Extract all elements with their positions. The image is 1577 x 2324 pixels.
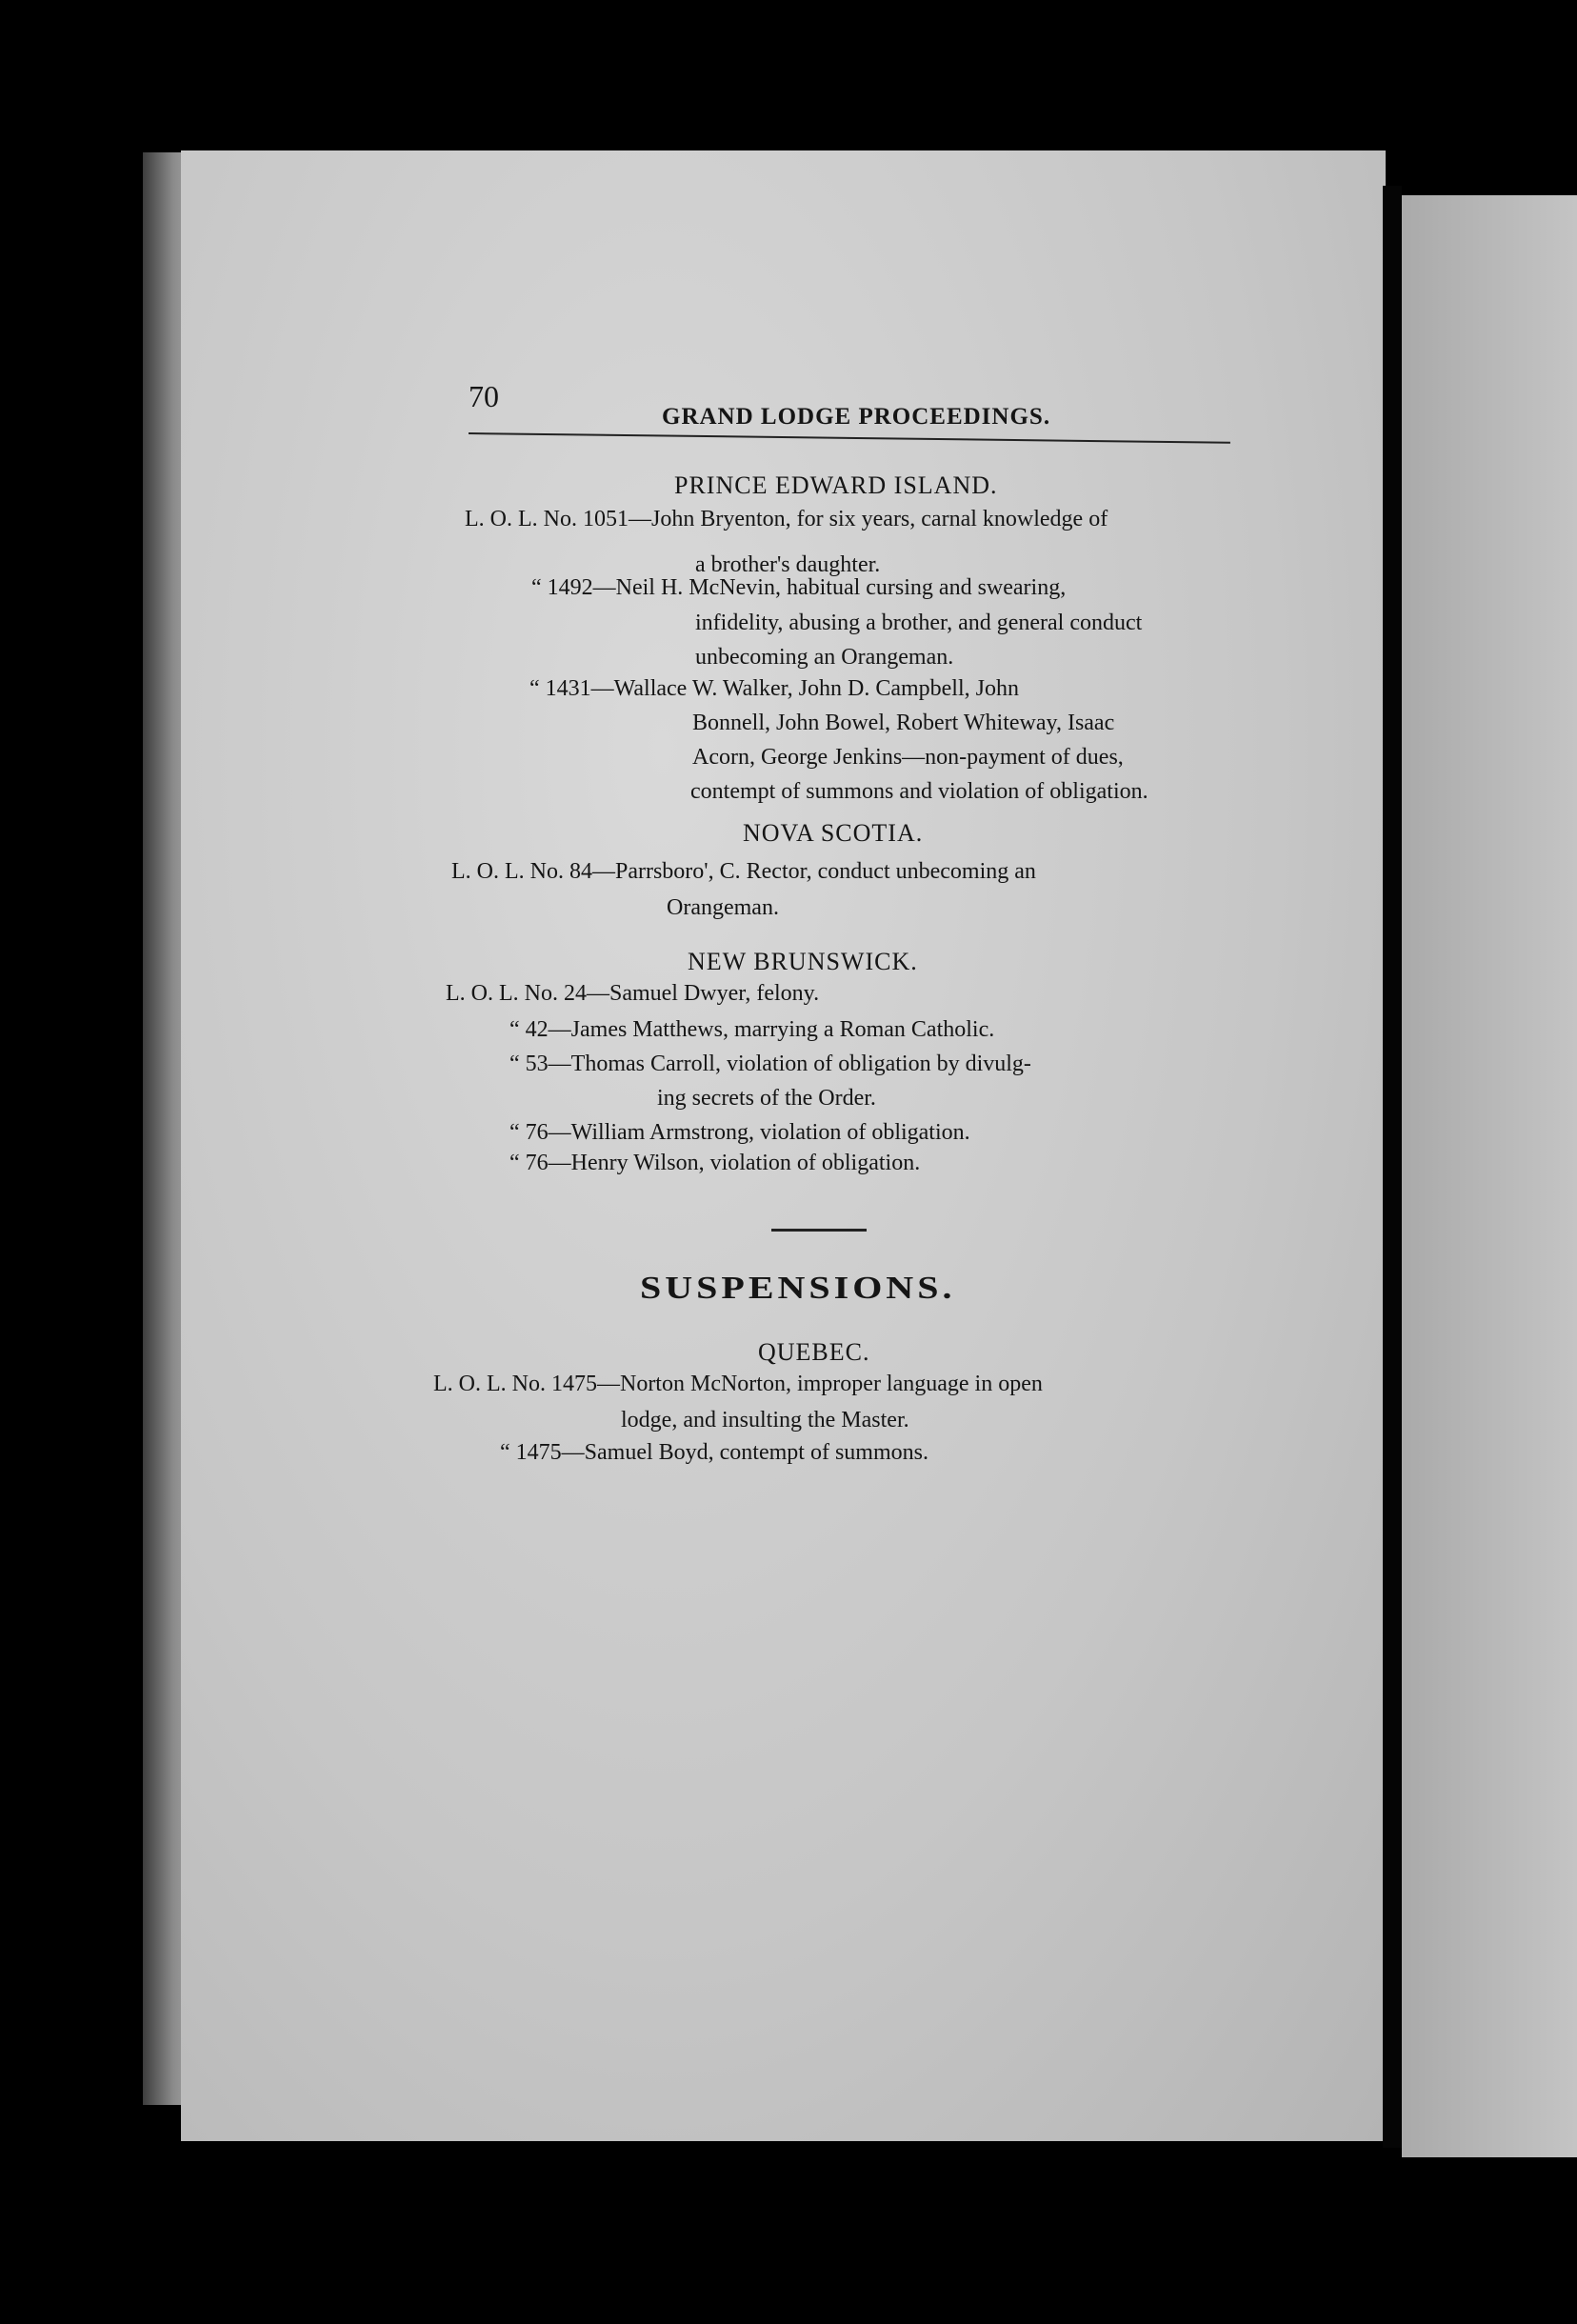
entry-line: contempt of summons and violation of obligation.	[690, 779, 1148, 804]
section-heading-pei: PRINCE EDWARD ISLAND.	[674, 471, 998, 499]
section-heading-nb: NEW BRUNSWICK.	[688, 948, 918, 975]
entry-line: L. O. L. No. 1051—John Bryenton, for six years, carnal knowledge of	[465, 507, 1108, 531]
entry-line: L. O. L. No. 24—Samuel Dwyer, felony.	[446, 981, 820, 1006]
entry-line: Acorn, George Jenkins—non-payment of dues,	[692, 745, 1124, 770]
page-number: 70	[469, 379, 499, 413]
entry-line: a brother's daughter.	[695, 552, 881, 577]
section-heading-ns: NOVA SCOTIA.	[743, 819, 924, 847]
entry-line: “ 1475—Samuel Boyd, contempt of summons.	[500, 1440, 928, 1465]
section-divider	[771, 1229, 867, 1232]
entry-line: “ 76—William Armstrong, violation of obligation.	[509, 1120, 970, 1145]
entry-line: ing secrets of the Order.	[657, 1086, 876, 1111]
entry-line: “ 76—Henry Wilson, violation of obligation.	[509, 1151, 921, 1175]
entry-line: “ 1492—Neil H. McNevin, habitual cursing and swearing,	[531, 575, 1067, 600]
entry-line: Orangeman.	[667, 895, 779, 920]
entry-line: “ 53—Thomas Carroll, violation of obligation by divulg-	[509, 1052, 1031, 1076]
entry-line: “ 1431—Wallace W. Walker, John D. Campbell, John	[529, 676, 1019, 701]
entry-line: Bonnell, John Bowel, Robert Whiteway, Isaac	[692, 711, 1115, 735]
facing-page-edge	[1402, 195, 1577, 2157]
entry-line: infidelity, abusing a brother, and general conduct	[695, 611, 1143, 635]
entry-line: L. O. L. No. 84—Parrsboro', C. Rector, conduct unbecoming an	[451, 859, 1036, 884]
entry-line: lodge, and insulting the Master.	[621, 1408, 909, 1432]
entry-line: unbecoming an Orangeman.	[695, 645, 954, 670]
section-heading-quebec: QUEBEC.	[758, 1338, 870, 1366]
entry-line: “ 42—James Matthews, marrying a Roman Catholic.	[509, 1017, 995, 1042]
page-background	[181, 150, 1386, 2141]
entry-line: L. O. L. No. 1475—Norton McNorton, improper language in open	[433, 1372, 1043, 1396]
suspensions-title: SUSPENSIONS.	[640, 1269, 956, 1306]
page-gutter	[1383, 186, 1402, 2148]
running-title: GRAND LODGE PROCEEDINGS.	[662, 404, 1051, 430]
